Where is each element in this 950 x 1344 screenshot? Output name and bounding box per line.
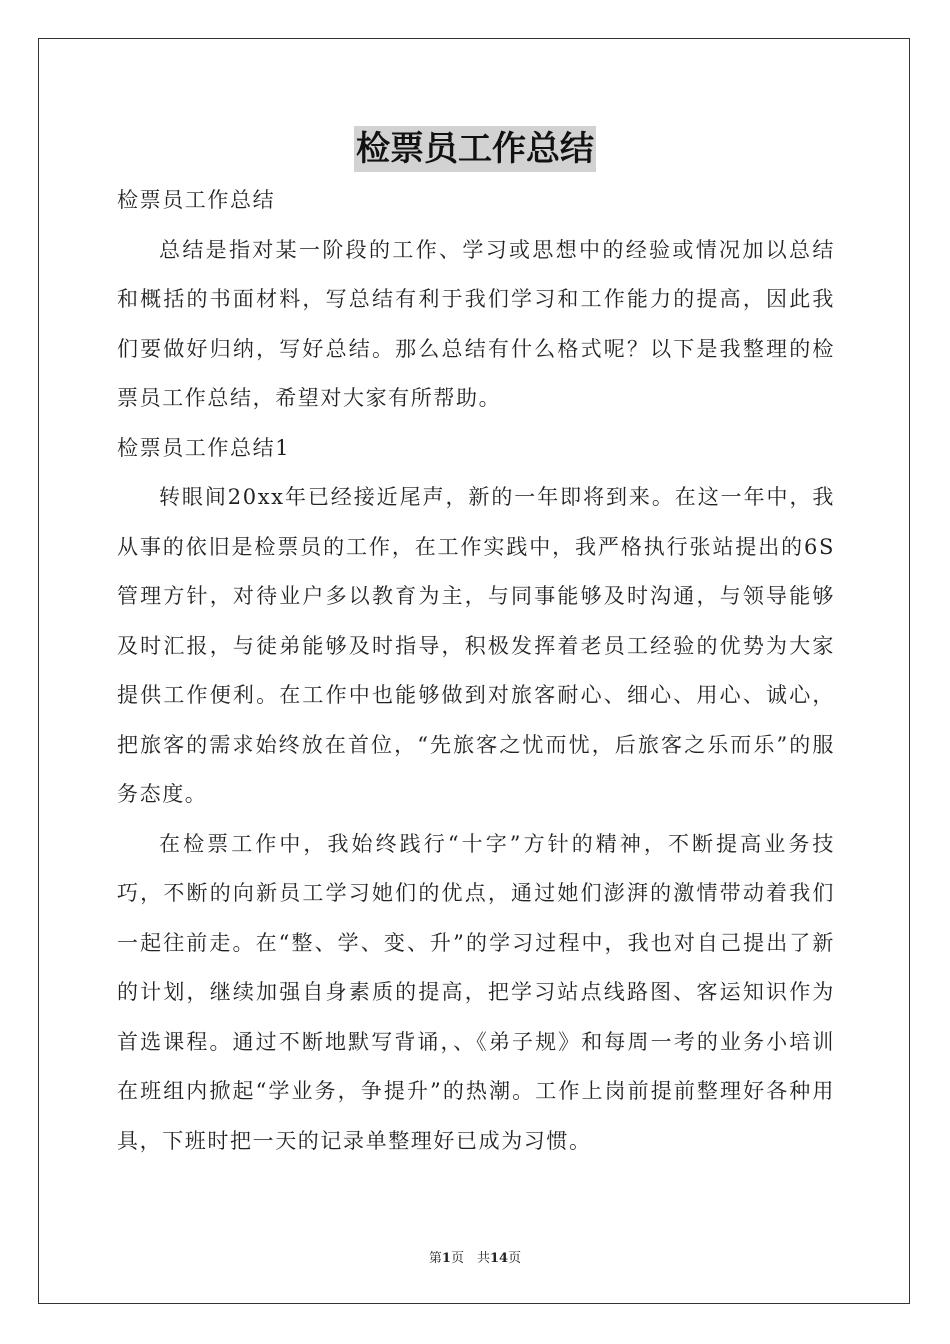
document-body <box>117 176 835 1166</box>
page-suffix: 页 <box>508 1251 522 1266</box>
body-paragraph: 转眼间20xx年已经接近尾声，新的一年即将到来。在这一年中，我从事的依旧是检票员的工作，在工作实践中，我严格执行张站提出的6S管理方针，对待业户多以教育为主，与同事能够及时沟通，与领导能够及时汇报，与徒弟能够及时指导，积极发挥着老员工经验的优势为大家提供工作便利。在工作中也能够做到对旅客耐心、细心、用心、诚心，把旅客的需求始终放在首位，“先旅客之忧而忧，后旅客之乐而乐”的服务态度。 <box>117 485 835 806</box>
body-paragraph: 在检票工作中，我始终践行“十字”方针的精神，不断提高业务技巧，不断的向新员工学习她们的优点，通过她们澎湃的激情带动着我们一起往前走。在“整、学、变、升”的学习过程中，我也对自己提出了新的计划，继续加强自身素质的提高，把学习站点线路图、客运知识作为首选课程。通过不断地默写背诵，、《弟子规》和每周一考的业务小培训在班组内掀起“学业务，争提升”的热潮。工作上岗前提前整理好各种用具，下班时把一天的记录单整理好已成为习惯。 <box>117 831 835 1153</box>
title-wrap <box>0 126 950 172</box>
page-mid: 页 共 <box>450 1251 490 1266</box>
page-footer <box>0 1247 950 1266</box>
page-total: 14 <box>489 1251 509 1266</box>
document-title: 检票员工作总结 <box>354 126 596 172</box>
page-current: 1 <box>441 1251 451 1266</box>
section-heading: 检票员工作总结1 <box>117 435 291 460</box>
page-prefix: 第 <box>428 1251 442 1266</box>
subtitle: 检票员工作总结 <box>117 188 276 212</box>
intro-paragraph: 总结是指对某一阶段的工作、学习或思想中的经验或情况加以总结和概括的书面材料，写总结有利于我们学习和工作能力的提高，因此我们要做好归纳，写好总结。那么总结有什么格式呢？以下是我整理的检票员工作总结，希望对大家有所帮助。 <box>117 237 835 410</box>
